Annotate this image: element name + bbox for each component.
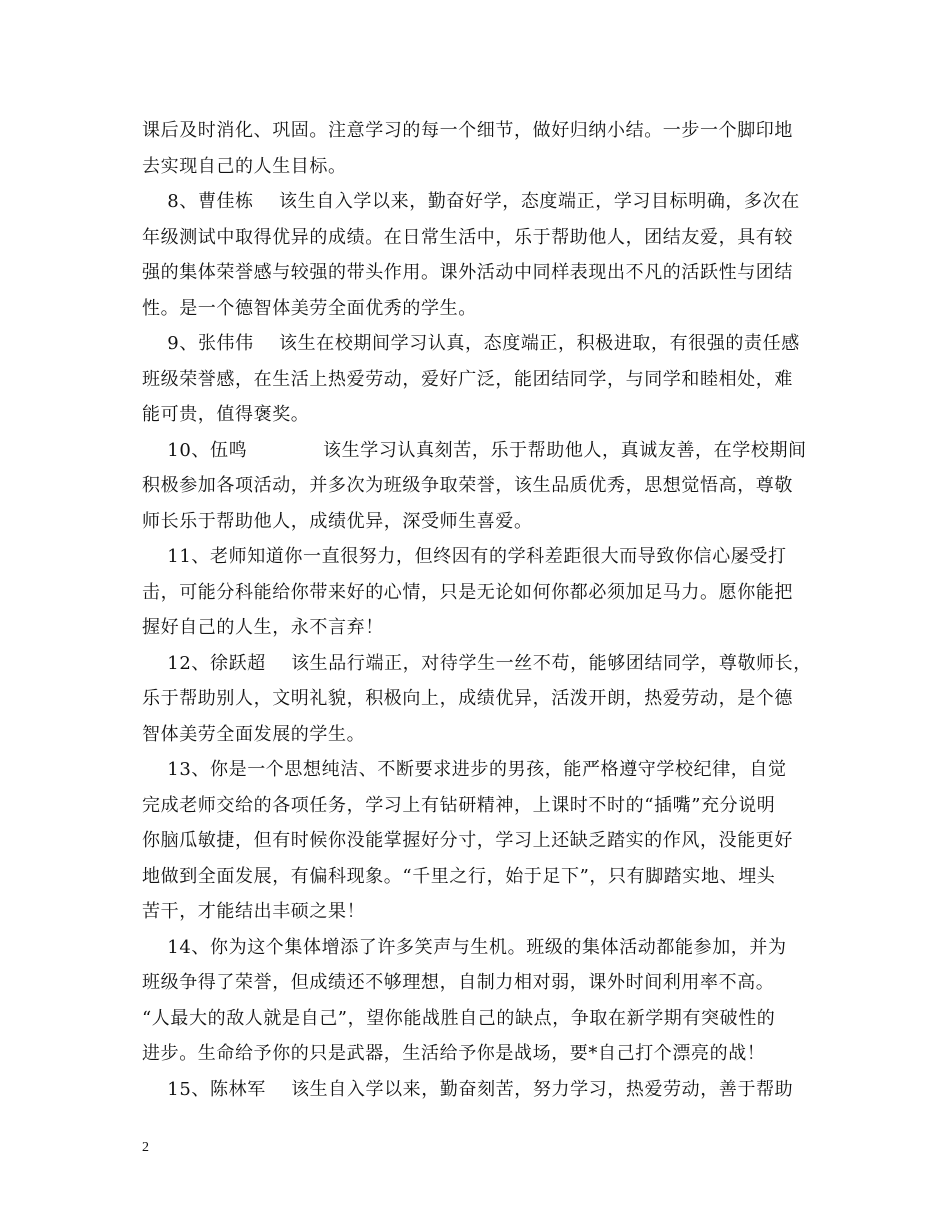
text-line: 击，可能分科能给你带来好的心情，只是无论如何你都必须加足马力。愿你能把 [142,581,793,603]
text-line: 班级荣誉感，在生活上热爱劳动，爱好广泛，能团结同学，与同学和睦相处，难 [142,368,793,390]
text-line: “人最大的敌人就是自己”，望你能战胜自己的缺点，争取在新学期有突破性的 [142,1007,776,1029]
document-body [142,113,812,1107]
text-line: 11、老师知道你一直很努力，但终因有的学科差距很大而导致你信心屡受打 [142,546,787,567]
text-line: 8、曹佳栋 该生自入学以来，勤奋好学，态度端正，学习目标明确，多次在 [142,191,800,212]
text-line: 13、你是一个思想纯洁、不断要求进步的男孩，能严格遵守学校纪律，自觉 [142,759,787,780]
text-line: 14、你为这个集体增添了许多笑声与生机。班级的集体活动都能参加，并为 [142,936,787,958]
text-line: 能可贵，值得褒奖。 [142,404,310,425]
page-number: 2 [142,1140,149,1155]
text-line: 9、张伟伟 该生在校期间学习认真，态度端正，积极进取，有很强的责任感 [142,333,800,354]
text-line: 地做到全面发展，有偏科现象。“千里之行，始于足下”，只有脚踏实地、埋头 [142,865,776,887]
text-line: 课后及时消化、巩固。注意学习的每一个细节，做好归纳小结。一步一个脚印地 [142,120,793,141]
text-line: 年级测试中取得优异的成绩。在日常生活中，乐于帮助他人，团结友爱，具有较 [142,226,793,248]
text-line: 完成老师交给的各项任务，学习上有钻研精神，上课时不时的“插嘴”充分说明 [142,794,776,816]
text-line: 积极参加各项活动，并多次为班级争取荣誉，该生品质优秀，思想觉悟高，尊敬 [142,475,793,496]
text-line: 智体美劳全面发展的学生。 [142,723,366,745]
text-line: 苦干，才能结出丰硕之果！ [142,901,366,922]
text-line: 12、徐跃超 该生品行端正，对待学生一丝不苟，能够团结同学，尊敬师长， [142,652,812,674]
text-line: 班级争得了荣誉，但成绩还不够理想，自制力相对弱，课外时间利用率不高。 [142,972,775,993]
text-line: 握好自己的人生，永不言弃！ [142,617,384,638]
text-line: 性。是一个德智体美劳全面优秀的学生。 [142,297,477,319]
text-line: 你脑瓜敏捷，但有时候你没能掌握好分寸，学习上还缺乏踏实的作风，没能更好 [142,830,793,851]
text-line: 进步。生命给予你的只是武器，生活给予你是战场，要*自己打个漂亮的战！ [142,1043,766,1064]
text-line: 去实现自己的人生目标。 [142,155,347,177]
text-line: 10、伍鸣 该生学习认真刻苦，乐于帮助他人，真诚友善，在学校期间 [142,439,807,461]
text-line: 强的集体荣誉感与较强的带头作用。课外活动中同样表现出不凡的活跃性与团结 [142,262,793,283]
text-line: 15、陈林军 该生自入学以来，勤奋刻苦，努力学习，热爱劳动，善于帮助 [142,1078,794,1100]
text-line: 师长乐于帮助他人，成绩优异，深受师生喜爱。 [142,510,533,532]
text-line: 乐于帮助别人，文明礼貌，积极向上，成绩优异，活泼开朗，热爱劳动，是个德 [142,688,793,709]
